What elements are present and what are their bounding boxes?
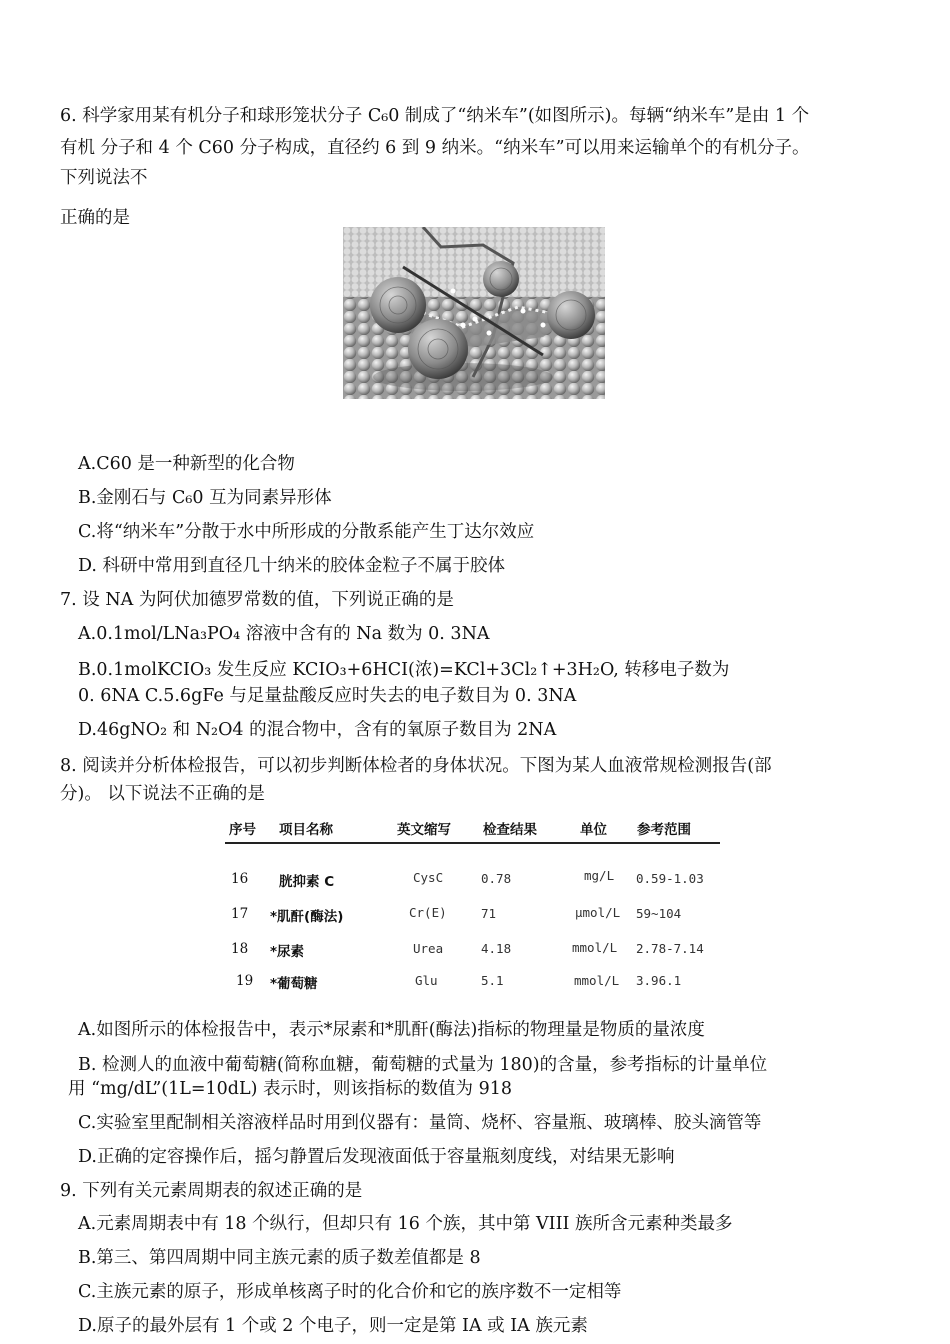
header-unit: 单位 [580, 822, 607, 838]
header-item-name: 项目名称 [279, 822, 333, 838]
row-item-name: 胱抑素 C [279, 874, 335, 890]
row-abbr: Cr(E) [409, 905, 447, 920]
q8-option-a: A.如图所示的体检报告中，表示*尿素和*肌酐(酶法)指标的物理量是物质的量浓度 [78, 1020, 705, 1040]
row-index: 18 [231, 941, 249, 957]
row-abbr: CysC [413, 870, 444, 885]
q8-stem-line-2: 分)。 以下说法不正确的是 [60, 784, 265, 804]
q8-option-b-line-1: B. 检测人的血液中葡萄糖(简称血糖，葡萄糖的式量为 180)的含量，参考指标的计量单位 [78, 1055, 768, 1075]
q7-option-d: D.46gNO₂ 和 N₂O4 的混合物中，含有的氧原子数目为 2NA [78, 720, 557, 740]
row-index: 16 [231, 871, 249, 887]
q7-option-b-line-2: 0. 6NA C.5.6gFe 与足量盐酸反应时失去的电子数目为 0. 3NA [78, 686, 577, 706]
nanocar-image [343, 227, 605, 399]
row-reference: 0.59-1.03 [636, 871, 704, 886]
row-item-name: *尿素 [270, 944, 305, 960]
blood-test-table [225, 812, 720, 1002]
q9-stem: 9. 下列有关元素周期表的叙述正确的是 [60, 1181, 363, 1201]
q6-stem-line-3: 下列说法不 [60, 168, 148, 188]
row-unit: mg/L [584, 868, 615, 883]
row-unit: μmol/L [575, 905, 621, 920]
row-result: 4.18 [481, 941, 512, 956]
row-index: 19 [236, 973, 254, 989]
row-result: 5.1 [481, 973, 504, 988]
row-unit: mmol/L [574, 973, 620, 988]
q8-option-b-line-2: 用 “mg/dL”(1L=10dL) 表示时，则该指标的数值为 918 [68, 1079, 512, 1099]
q9-option-d: D.原子的最外层有 1 个或 2 个电子，则一定是第 IA 或 IA 族元素 [78, 1316, 588, 1336]
header-index: 序号 [229, 822, 256, 838]
q6-stem-line-4: 正确的是 [60, 208, 130, 228]
row-result: 0.78 [481, 871, 512, 886]
q7-stem: 7. 设 NA 为阿伏加德罗常数的值，下列说正确的是 [60, 590, 454, 610]
q6-option-a: A.C60 是一种新型的化合物 [78, 454, 295, 474]
header-reference: 参考范围 [637, 822, 691, 838]
q8-option-c: C.实验室里配制相关溶液样品时用到仪器有：量筒、烧杯、容量瓶、玻璃棒、胶头滴管等 [78, 1113, 762, 1133]
row-abbr: Urea [413, 941, 444, 956]
header-result: 检查结果 [483, 822, 537, 838]
q9-option-a: A.元素周期表中有 18 个纵行，但却只有 16 个族，其中第 VIII 族所含元素种类最多 [78, 1214, 733, 1234]
q6-stem-line-2: 有机 分子和 4 个 C60 分子构成，直径约 6 到 9 纳米。“纳米车”可以用来运输单个的有机分子。 [60, 138, 810, 158]
row-reference: 59~104 [636, 906, 682, 921]
table-header-rule [225, 842, 720, 844]
q7-option-a: A.0.1mol/LNa₃PO₄ 溶液中含有的 Na 数为 0. 3NA [78, 624, 490, 644]
q6-stem-line-1: 6. 科学家用某有机分子和球形笼状分子 C₆0 制成了“纳米车”(如图所示)。每辆“纳米车”是由 1 个 [60, 106, 810, 126]
nanocar-illustration [343, 227, 605, 399]
q6-option-b: B.金刚石与 C₆0 互为同素异形体 [78, 488, 332, 508]
header-abbr: 英文缩写 [397, 822, 451, 838]
row-index: 17 [231, 906, 249, 922]
row-reference: 2.78-7.14 [636, 941, 704, 956]
row-item-name: *肌酐(酶法) [270, 909, 344, 925]
row-reference: 3.96.1 [636, 973, 682, 988]
q6-option-c: C.将“纳米车”分散于水中所形成的分散系能产生丁达尔效应 [78, 522, 535, 542]
q8-stem-line-1: 8. 阅读并分析体检报告，可以初步判断体检者的身体状况。下图为某人血液常规检测报告(部 [60, 756, 772, 776]
q8-option-d: D.正确的定容操作后，摇匀静置后发现液面低于容量瓶刻度线，对结果无影响 [78, 1147, 675, 1167]
row-abbr: Glu [415, 973, 438, 988]
row-result: 71 [481, 906, 497, 921]
q9-option-b: B.第三、第四周期中同主族元素的质子数差值都是 8 [78, 1248, 481, 1268]
row-unit: mmol/L [572, 940, 618, 955]
q6-option-d: D. 科研中常用到直径几十纳米的胶体金粒子不属于胶体 [78, 556, 506, 576]
row-item-name: *葡萄糖 [270, 976, 318, 992]
q7-option-b-line-1: B.0.1molKCIO₃ 发生反应 KCIO₃+6HCI(浓)=KCl+3Cl₂↑+3H₂O, 转移电子数为 [78, 660, 730, 680]
q9-option-c: C.主族元素的原子，形成单核离子时的化合价和它的族序数不一定相等 [78, 1282, 622, 1302]
